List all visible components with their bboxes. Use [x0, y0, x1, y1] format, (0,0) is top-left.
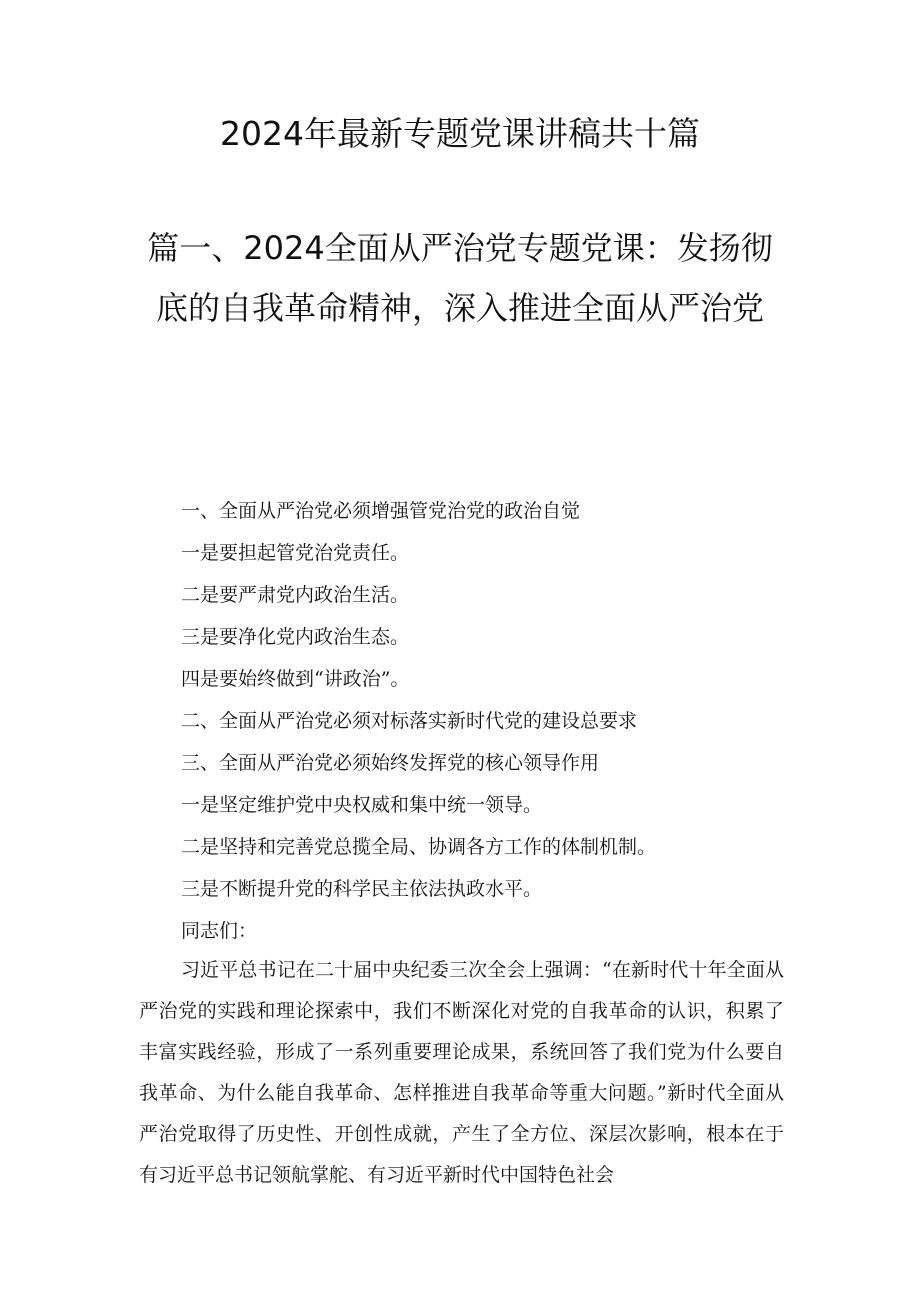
outline-item: 三、全面从严治党必须始终发挥党的核心领导作用 [181, 752, 600, 774]
body-paragraph: 习近平总书记在二十届中央纪委三次全会上强调：“在新时代十年全面从严治党的实践和理论探索中，我们不断深化对党的自我革命的认识，积累了丰富实践经验，形成了一系列重要理论成果，系统回答了我们党为什么要自我革命、为什么能自我革命、怎样推进自我革命等重大问题。”新时代全面从严治党取得了历史性、开创性成就，产生了全方位、深层次影响，根本在于有习近平总书记领航掌舵、有习近平新时代中国特色社会 [139, 959, 784, 1186]
outline-item: 二是要严肃党内政治生活。 [181, 584, 410, 606]
outline-item: 一是坚定维护党中央权威和集中统一领导。 [181, 794, 543, 816]
document-title: 2024年最新专题党课讲稿共十篇 [220, 114, 700, 153]
salutation: 同志们： [181, 920, 258, 942]
outline-item: 四是要始终做到“讲政治”。 [181, 668, 410, 690]
outline-item: 三是要净化党内政治生态。 [181, 626, 410, 648]
section-title: 篇一、2024全面从严治党专题党课：发扬彻底的自我革命精神，深入推进全面从严治党 [147, 229, 773, 327]
outline-item: 三是不断提升党的科学民主依法执政水平。 [181, 878, 543, 900]
outline-list [181, 490, 801, 952]
outline-item: 二是坚持和完善党总揽全局、协调各方工作的体制机制。 [181, 836, 657, 858]
outline-item: 一、全面从严治党必须增强管党治党的政治自觉 [181, 500, 581, 522]
outline-item: 一是要担起管党治党责任。 [181, 542, 410, 564]
outline-item: 二、全面从严治党必须对标落实新时代党的建设总要求 [181, 710, 638, 732]
